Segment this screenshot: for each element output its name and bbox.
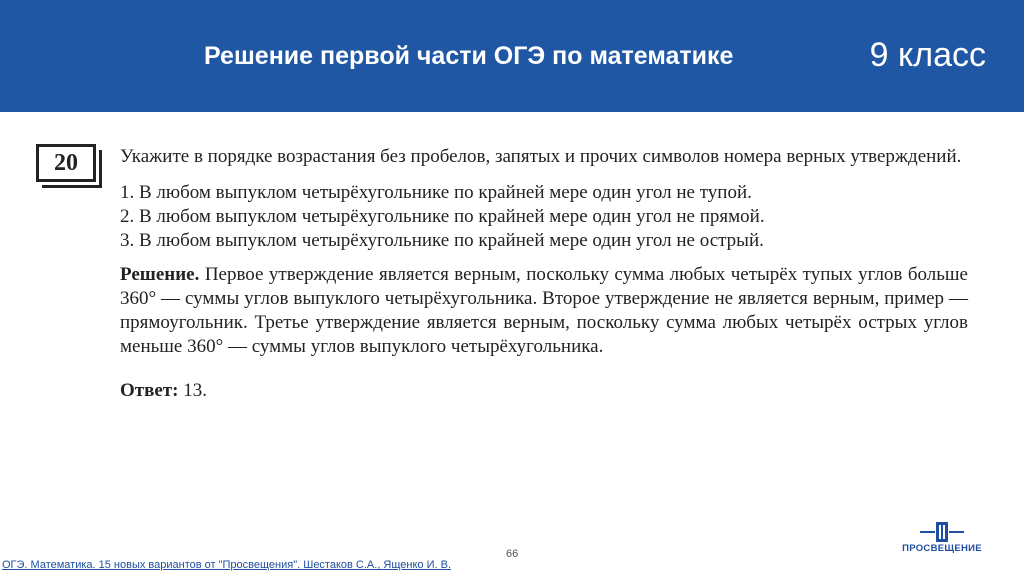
task-content — [120, 145, 968, 403]
answer-label: Ответ: — [120, 380, 179, 401]
answer-line — [120, 379, 968, 403]
page-number: 66 — [506, 548, 519, 560]
page-title: Решение первой части ОГЭ по математике — [204, 42, 734, 70]
statement-item: 2. В любом выпуклом четырёхугольнике по крайней мере один угол не прямой. — [120, 206, 765, 227]
solution-paragraph — [120, 263, 968, 359]
statement-item: 3. В любом выпуклом четырёхугольнике по крайней мере один угол не острый. — [120, 230, 764, 251]
task-instruction: Укажите в порядке возрастания без пробелов, запятых и прочих символов номера верных утверждений. — [120, 146, 962, 167]
source-link[interactable]: ОГЭ. Математика. 15 новых вариантов от "Просвещения". Шестаков С.А., Ященко И. В. — [2, 559, 452, 571]
publisher-logo — [892, 520, 992, 556]
grade-label: 9 класс — [869, 36, 986, 74]
solution-label: Решение. — [120, 264, 200, 285]
logo-text: ПРОСВЕЩЕНИЕ — [902, 543, 982, 554]
header-bar — [0, 0, 1024, 112]
answer-value: 13. — [183, 380, 207, 401]
task-number-box — [36, 144, 96, 182]
statements-list — [120, 181, 968, 253]
task-number: 20 — [54, 150, 78, 176]
statement-item: 1. В любом выпуклом четырёхугольнике по крайней мере один угол не тупой. — [120, 182, 752, 203]
solution-text: Первое утверждение является верным, поскольку сумма любых четырёх тупых углов больше 360° — суммы углов выпуклого четырёхугольника. Второе утверждение не является верным, пример — прямоугольник. Третье утверждение является верным, поскольку сумма любых четырёх острых углов меньше 360° — суммы углов выпуклого четырёхугольника. — [120, 264, 968, 357]
prosveshchenie-logo-icon — [920, 520, 964, 544]
